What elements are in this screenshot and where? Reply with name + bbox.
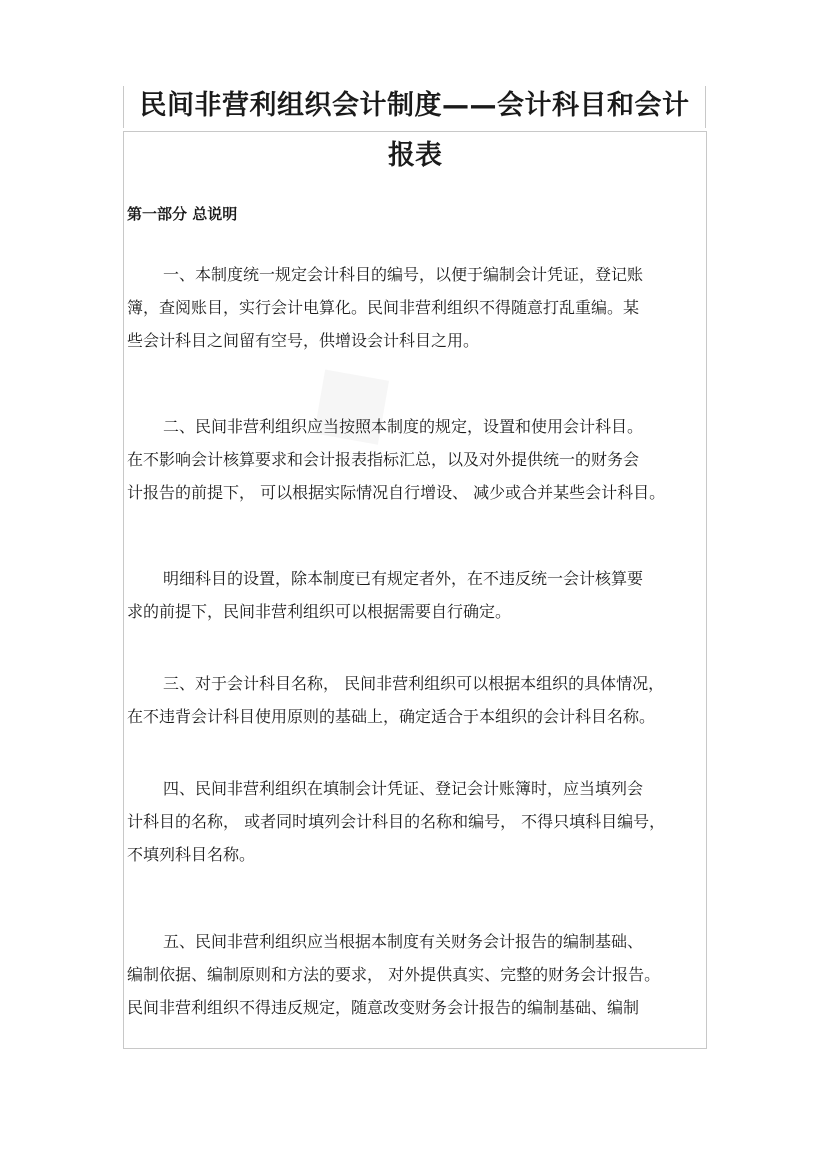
paragraph-line: 些会计科目之间留有空号，供增设会计科目之用。 xyxy=(127,331,480,350)
paragraph-3 xyxy=(127,562,705,628)
paragraph-line: 二、民间非营利组织应当按照本制度的规定，设置和使用会计科目。 xyxy=(163,417,644,436)
paragraph-line: 计科目的名称， 或者同时填列会计科目的名称和编号， 不得只填科目编号， xyxy=(127,812,666,831)
paragraph-line: 四、民间非营利组织在填制会计凭证、登记会计账簿时，应当填列会 xyxy=(163,779,644,798)
paragraph-line: 在不影响会计核算要求和会计报表指标汇总，以及对外提供统一的财务会 xyxy=(127,450,640,469)
paragraph-line: 计报告的前提下， 可以根据实际情况自行增设、 减少或合并某些会计科目。 xyxy=(127,483,666,502)
paragraph-4 xyxy=(127,667,705,733)
paragraph-line: 不填列科目名称。 xyxy=(127,845,256,864)
paragraph-5 xyxy=(127,772,705,871)
paragraph-line: 在不违背会计科目使用原则的基础上，确定适合于本组织的会计科目名称。 xyxy=(127,707,656,726)
paragraph-line: 求的前提下，民间非营利组织可以根据需要自行确定。 xyxy=(127,602,512,621)
paragraph-line: 明细科目的设置，除本制度已有规定者外，在不违反统一会计核算要 xyxy=(163,569,644,588)
section-heading: 第一部分 总说明 xyxy=(127,205,238,223)
paragraph-line: 簿，查阅账目，实行会计电算化。民间非营利组织不得随意打乱重编。某 xyxy=(127,298,640,317)
paragraph-line: 编制依据、编制原则和方法的要求， 对外提供真实、完整的财务会计报告。 xyxy=(127,965,661,984)
paragraph-6 xyxy=(127,925,705,1024)
paragraph-line: 民间非营利组织不得违反规定，随意改变财务会计报告的编制基础、编制 xyxy=(127,998,640,1017)
paragraph-line: 五、民间非营利组织应当根据本制度有关财务会计报告的编制基础、 xyxy=(163,932,644,951)
document-title-line-1: 民间非营利组织会计制度——会计科目和会计 xyxy=(139,90,690,121)
paragraph-2 xyxy=(127,410,705,509)
document-title-line-2: 报表 xyxy=(388,140,442,171)
paragraph-1 xyxy=(127,258,705,357)
paragraph-line: 一、本制度统一规定会计科目的编号，以便于编制会计凭证，登记账 xyxy=(163,265,644,284)
paragraph-line: 三、对于会计科目名称， 民间非营利组织可以根据本组织的具体情况， xyxy=(163,674,665,693)
